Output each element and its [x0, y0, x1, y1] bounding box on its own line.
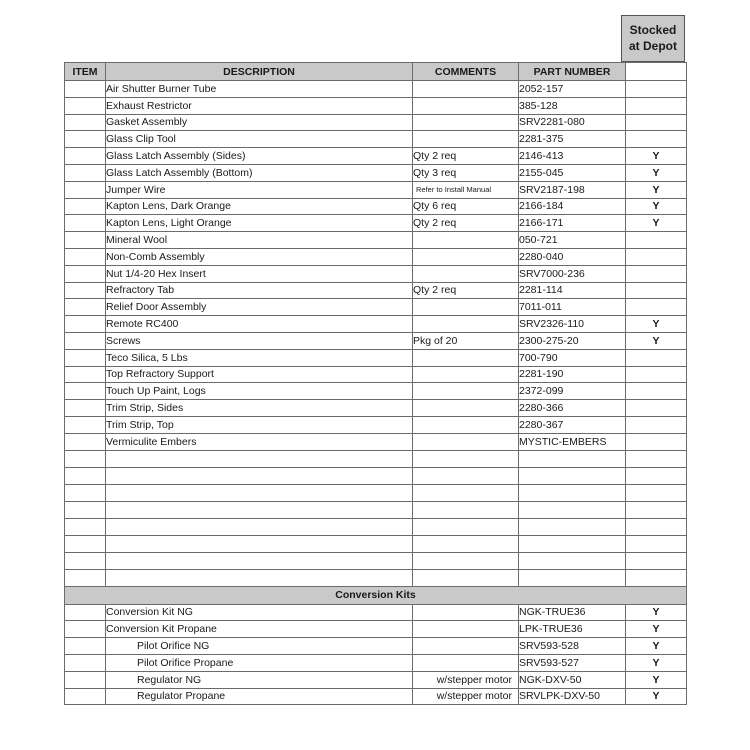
comments-cell: Pkg of 20	[413, 332, 519, 349]
item-cell	[65, 688, 106, 705]
parts-table	[64, 62, 687, 705]
table-row	[65, 164, 687, 181]
blank-cell	[65, 535, 106, 552]
blank-row	[65, 569, 687, 586]
section-title: Conversion Kits	[65, 586, 687, 604]
part-number-cell: 2281-190	[519, 366, 626, 383]
description-cell: Pilot Orifice Propane	[106, 654, 413, 671]
description-cell: Top Refractory Support	[106, 366, 413, 383]
part-number-cell: SRV2187-198	[519, 181, 626, 198]
table-row	[65, 349, 687, 366]
part-number-cell: SRV2326-110	[519, 316, 626, 333]
stocked-cell	[626, 433, 687, 450]
part-number-cell: 700-790	[519, 349, 626, 366]
item-cell	[65, 638, 106, 655]
part-number-cell: 2155-045	[519, 164, 626, 181]
table-row	[65, 131, 687, 148]
item-cell	[65, 366, 106, 383]
description-cell: Vermiculite Embers	[106, 433, 413, 450]
item-cell	[65, 265, 106, 282]
stocked-cell: Y	[626, 638, 687, 655]
table-row	[65, 383, 687, 400]
stocked-cell: Y	[626, 604, 687, 621]
stocked-cell	[626, 299, 687, 316]
item-cell	[65, 114, 106, 131]
description-cell: Remote RC400	[106, 316, 413, 333]
item-cell	[65, 148, 106, 165]
part-number-cell: SRVLPK-DXV-50	[519, 688, 626, 705]
stocked-cell	[626, 349, 687, 366]
parts-body	[65, 81, 687, 705]
item-cell	[65, 215, 106, 232]
comments-cell	[413, 81, 519, 98]
item-cell	[65, 81, 106, 98]
description-cell: Regulator NG	[106, 671, 413, 688]
description-cell: Relief Door Assembly	[106, 299, 413, 316]
table-row	[65, 604, 687, 621]
table-row	[65, 248, 687, 265]
blank-cell	[519, 467, 626, 484]
part-number-cell: 2280-040	[519, 248, 626, 265]
part-number-cell: 2280-367	[519, 416, 626, 433]
table-row	[65, 114, 687, 131]
description-cell: Air Shutter Burner Tube	[106, 81, 413, 98]
stocked-cell	[626, 282, 687, 299]
description-cell: Conversion Kit Propane	[106, 621, 413, 638]
comments-cell	[413, 383, 519, 400]
table-row	[65, 265, 687, 282]
comments-cell: Qty 3 req	[413, 164, 519, 181]
blank-cell	[65, 518, 106, 535]
comments-cell	[413, 366, 519, 383]
stocked-cell: Y	[626, 198, 687, 215]
item-cell	[65, 349, 106, 366]
part-number-cell: LPK-TRUE36	[519, 621, 626, 638]
item-cell	[65, 400, 106, 417]
part-number-cell: 2052-157	[519, 81, 626, 98]
blank-cell	[519, 552, 626, 569]
table-row	[65, 232, 687, 249]
table-header-row	[65, 63, 687, 81]
part-number-cell: 2166-184	[519, 198, 626, 215]
table-row	[65, 332, 687, 349]
table-row	[65, 282, 687, 299]
blank-cell	[65, 450, 106, 467]
table-row	[65, 215, 687, 232]
item-cell	[65, 654, 106, 671]
blank-row	[65, 552, 687, 569]
description-cell: Glass Latch Assembly (Sides)	[106, 148, 413, 165]
comments-cell	[413, 248, 519, 265]
comments-cell	[413, 97, 519, 114]
comments-cell	[413, 621, 519, 638]
description-cell: Glass Clip Tool	[106, 131, 413, 148]
blank-cell	[626, 552, 687, 569]
table-row	[65, 671, 687, 688]
table-row	[65, 688, 687, 705]
part-number-cell: 050-721	[519, 232, 626, 249]
comments-cell: Qty 2 req	[413, 148, 519, 165]
stocked-header-line2: at Depot	[629, 39, 677, 53]
table-row	[65, 299, 687, 316]
description-cell: Trim Strip, Top	[106, 416, 413, 433]
comments-cell: Refer to Install Manual	[413, 181, 519, 198]
header-item: ITEM	[65, 63, 106, 81]
description-cell: Refractory Tab	[106, 282, 413, 299]
stocked-cell: Y	[626, 654, 687, 671]
blank-cell	[106, 569, 413, 586]
blank-cell	[106, 467, 413, 484]
blank-cell	[519, 518, 626, 535]
part-number-cell: 2300-275-20	[519, 332, 626, 349]
description-cell: Jumper Wire	[106, 181, 413, 198]
part-number-cell: 2146-413	[519, 148, 626, 165]
blank-cell	[519, 484, 626, 501]
comments-cell	[413, 114, 519, 131]
blank-cell	[519, 450, 626, 467]
description-cell: Teco Silica, 5 Lbs	[106, 349, 413, 366]
comments-cell: Qty 6 req	[413, 198, 519, 215]
blank-cell	[413, 450, 519, 467]
table-row	[65, 97, 687, 114]
item-cell	[65, 232, 106, 249]
blank-row	[65, 484, 687, 501]
stocked-header-line1: Stocked	[629, 23, 677, 37]
blank-cell	[65, 484, 106, 501]
stocked-cell	[626, 97, 687, 114]
table-row	[65, 621, 687, 638]
header-stocked	[626, 63, 687, 81]
comments-cell	[413, 604, 519, 621]
section-row	[65, 586, 687, 604]
part-number-cell: 385-128	[519, 97, 626, 114]
part-number-cell: 2166-171	[519, 215, 626, 232]
part-number-cell: 2281-375	[519, 131, 626, 148]
comments-cell: w/stepper motor	[413, 688, 519, 705]
description-cell: Kapton Lens, Dark Orange	[106, 198, 413, 215]
item-cell	[65, 433, 106, 450]
table-row	[65, 638, 687, 655]
comments-cell: Qty 2 req	[413, 215, 519, 232]
item-cell	[65, 248, 106, 265]
table-row	[65, 181, 687, 198]
blank-cell	[519, 501, 626, 518]
comments-cell: Qty 2 req	[413, 282, 519, 299]
table-row	[65, 416, 687, 433]
item-cell	[65, 97, 106, 114]
blank-cell	[413, 501, 519, 518]
description-cell: Exhaust Restrictor	[106, 97, 413, 114]
blank-cell	[65, 467, 106, 484]
table-row	[65, 654, 687, 671]
description-cell: Trim Strip, Sides	[106, 400, 413, 417]
stocked-cell	[626, 114, 687, 131]
part-number-cell: SRV7000-236	[519, 265, 626, 282]
comments-cell	[413, 232, 519, 249]
blank-cell	[519, 569, 626, 586]
description-cell: Touch Up Paint, Logs	[106, 383, 413, 400]
item-cell	[65, 131, 106, 148]
part-number-cell: 2372-099	[519, 383, 626, 400]
stocked-cell: Y	[626, 316, 687, 333]
item-cell	[65, 299, 106, 316]
table-row	[65, 316, 687, 333]
stocked-cell: Y	[626, 148, 687, 165]
part-number-cell: MYSTIC-EMBERS	[519, 433, 626, 450]
comments-cell	[413, 316, 519, 333]
table-row	[65, 366, 687, 383]
blank-row	[65, 450, 687, 467]
part-number-cell: SRV2281-080	[519, 114, 626, 131]
blank-cell	[626, 484, 687, 501]
description-cell: Gasket Assembly	[106, 114, 413, 131]
blank-cell	[65, 501, 106, 518]
blank-cell	[626, 450, 687, 467]
item-cell	[65, 332, 106, 349]
stocked-cell	[626, 400, 687, 417]
description-cell: Nut 1/4-20 Hex Insert	[106, 265, 413, 282]
blank-row	[65, 467, 687, 484]
stocked-cell	[626, 81, 687, 98]
description-cell: Mineral Wool	[106, 232, 413, 249]
description-cell: Pilot Orifice NG	[106, 638, 413, 655]
blank-cell	[626, 501, 687, 518]
blank-row	[65, 535, 687, 552]
item-cell	[65, 621, 106, 638]
stocked-cell: Y	[626, 164, 687, 181]
blank-cell	[413, 569, 519, 586]
item-cell	[65, 416, 106, 433]
blank-cell	[106, 518, 413, 535]
comments-cell	[413, 400, 519, 417]
part-number-cell: NGK-TRUE36	[519, 604, 626, 621]
table-row	[65, 81, 687, 98]
blank-cell	[106, 484, 413, 501]
stocked-cell: Y	[626, 621, 687, 638]
item-cell	[65, 181, 106, 198]
table-row	[65, 433, 687, 450]
item-cell	[65, 316, 106, 333]
stocked-at-depot-header	[621, 15, 685, 62]
item-cell	[65, 198, 106, 215]
table-row	[65, 400, 687, 417]
blank-cell	[626, 467, 687, 484]
stocked-cell: Y	[626, 181, 687, 198]
description-cell: Regulator Propane	[106, 688, 413, 705]
stocked-cell	[626, 416, 687, 433]
blank-cell	[413, 467, 519, 484]
comments-cell	[413, 265, 519, 282]
item-cell	[65, 282, 106, 299]
part-number-cell: SRV593-528	[519, 638, 626, 655]
item-cell	[65, 164, 106, 181]
description-cell: Screws	[106, 332, 413, 349]
description-cell: Conversion Kit NG	[106, 604, 413, 621]
blank-cell	[65, 569, 106, 586]
blank-cell	[626, 518, 687, 535]
stocked-cell	[626, 383, 687, 400]
header-description: DESCRIPTION	[106, 63, 413, 81]
blank-cell	[106, 450, 413, 467]
comments-cell	[413, 349, 519, 366]
header-part-number: PART NUMBER	[519, 63, 626, 81]
part-number-cell: 7011-011	[519, 299, 626, 316]
blank-cell	[65, 552, 106, 569]
blank-cell	[106, 535, 413, 552]
stocked-cell	[626, 131, 687, 148]
blank-cell	[106, 552, 413, 569]
comments-cell	[413, 299, 519, 316]
blank-row	[65, 518, 687, 535]
blank-cell	[106, 501, 413, 518]
stocked-cell: Y	[626, 332, 687, 349]
description-cell: Glass Latch Assembly (Bottom)	[106, 164, 413, 181]
part-number-cell: 2280-366	[519, 400, 626, 417]
stocked-cell	[626, 248, 687, 265]
description-cell: Kapton Lens, Light Orange	[106, 215, 413, 232]
blank-cell	[413, 535, 519, 552]
stocked-cell	[626, 232, 687, 249]
comments-cell	[413, 638, 519, 655]
blank-cell	[413, 518, 519, 535]
stocked-cell: Y	[626, 671, 687, 688]
header-comments: COMMENTS	[413, 63, 519, 81]
stocked-cell	[626, 366, 687, 383]
part-number-cell: 2281-114	[519, 282, 626, 299]
item-cell	[65, 671, 106, 688]
blank-row	[65, 501, 687, 518]
blank-cell	[413, 484, 519, 501]
comments-cell	[413, 131, 519, 148]
stocked-cell	[626, 265, 687, 282]
comments-cell	[413, 654, 519, 671]
stocked-cell: Y	[626, 215, 687, 232]
part-number-cell: NGK-DXV-50	[519, 671, 626, 688]
blank-cell	[626, 569, 687, 586]
stocked-cell: Y	[626, 688, 687, 705]
item-cell	[65, 604, 106, 621]
blank-cell	[519, 535, 626, 552]
comments-cell	[413, 433, 519, 450]
blank-cell	[626, 535, 687, 552]
item-cell	[65, 383, 106, 400]
comments-cell: w/stepper motor	[413, 671, 519, 688]
table-row	[65, 148, 687, 165]
part-number-cell: SRV593-527	[519, 654, 626, 671]
description-cell: Non-Comb Assembly	[106, 248, 413, 265]
comments-cell	[413, 416, 519, 433]
blank-cell	[413, 552, 519, 569]
table-row	[65, 198, 687, 215]
